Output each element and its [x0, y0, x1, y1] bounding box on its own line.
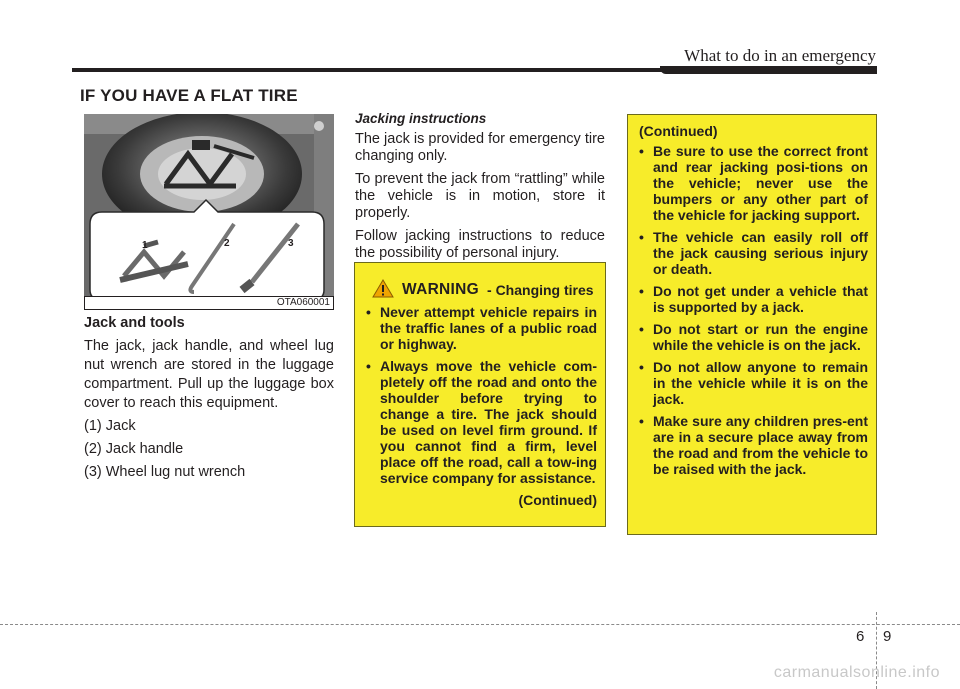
list-item: • Make sure any children pres-ent are in a secure place away from the road and from the vehicle to be raised with the jack.	[637, 413, 868, 477]
list-item: • Do not allow anyone to remain in the vehicle while it is on the jack.	[637, 359, 868, 407]
running-header: What to do in an emergency	[684, 46, 876, 65]
continued-warning-list	[637, 143, 868, 477]
list-item: (1) Jack	[84, 418, 136, 434]
paragraph: The jack is provided for emergency tire changing only.	[355, 131, 605, 164]
paragraph: Follow jacking instructions to reduce the possibility of personal injury.	[355, 228, 605, 261]
jacking-instructions-section	[355, 110, 605, 268]
bolt-icon	[314, 121, 324, 131]
warning-topic: - Changing tires	[487, 282, 594, 298]
footer-rule	[0, 624, 960, 625]
header-tab-bar	[660, 66, 877, 74]
jack-and-tools-heading: Jack and tools	[84, 315, 185, 331]
tools-inset-panel	[90, 200, 324, 300]
jack-and-tools-body: The jack, jack handle, and wheel lug nut wrench are stored in the luggage compartment. Pull up the luggage box cover to reach this equipment.	[84, 338, 334, 411]
jacking-instructions-heading: Jacking instructions	[355, 111, 487, 126]
callout-1: 1	[142, 240, 148, 251]
list-item: • The vehicle can easily roll off the jack causing serious injury or death.	[637, 229, 868, 277]
warning-triangle-icon	[372, 279, 394, 298]
tools-illustration	[84, 114, 334, 310]
figure-caption: OTA060001	[84, 296, 334, 310]
list-item: • Do not start or run the engine while the vehicle is on the jack.	[637, 321, 868, 353]
page-number: 9	[883, 628, 892, 645]
list-item: • Never attempt vehicle repairs in the traffic lanes of a public road or highway.	[364, 304, 597, 352]
continued-warning-box	[627, 114, 877, 535]
warning-word: WARNING	[402, 281, 480, 298]
jack-and-tools-section	[84, 314, 334, 486]
chapter-number: 6	[856, 628, 865, 645]
list-item: • Be sure to use the correct front and rear jacking posi-tions on the vehicle; never use the bumpers or any other part of the vehicle for jacking support.	[637, 143, 868, 223]
callout-2: 2	[224, 238, 230, 249]
warning-title	[372, 279, 597, 298]
list-item: • Do not get under a vehicle that is supported by a jack.	[637, 283, 868, 315]
continued-label: (Continued)	[518, 492, 597, 508]
list-item: (3) Wheel lug nut wrench	[84, 464, 246, 480]
warning-list	[364, 304, 597, 486]
list-item: (2) Jack handle	[84, 441, 184, 457]
continued-label: (Continued)	[639, 123, 718, 139]
list-item: • Always move the vehicle com-pletely off the road and onto the shoulder before trying to change a tire. The jack should be used on level firm ground. If you cannot find a firm, level place off the road, call a tow-ing service company for assistance.	[364, 358, 597, 486]
paragraph: To prevent the jack from “rattling” while the vehicle is in motion, store it properly.	[355, 171, 605, 221]
warning-box	[354, 262, 606, 527]
watermark: carmanualsonline.info	[773, 664, 940, 681]
tools-illustration-graphic	[84, 114, 334, 310]
callout-3: 3	[288, 238, 294, 249]
section-heading: IF YOU HAVE A FLAT TIRE	[80, 86, 298, 105]
